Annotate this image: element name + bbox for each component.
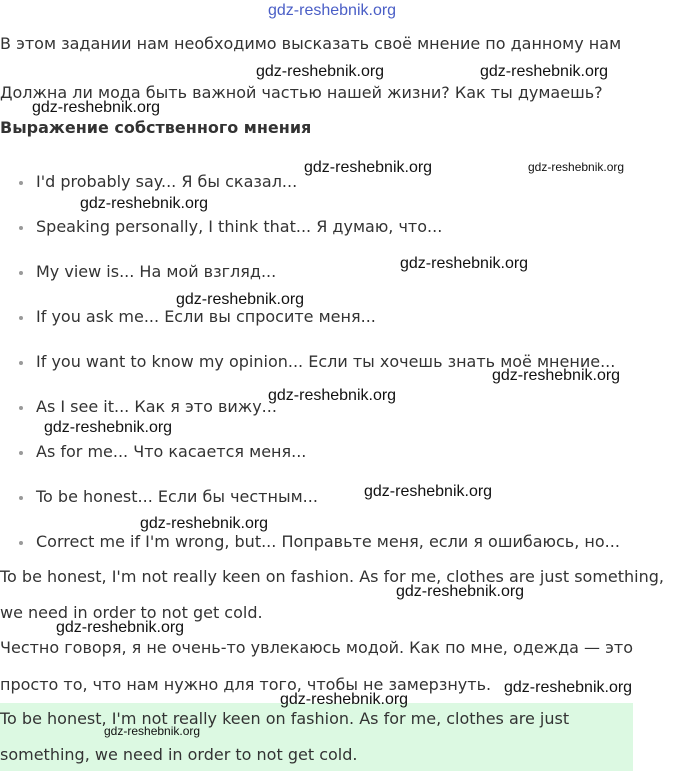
bullet-icon xyxy=(19,406,23,410)
answer-en-line2: we need in order to not get cold. xyxy=(0,603,263,622)
watermark: gdz-reshebnik.org xyxy=(364,483,493,500)
highlighted-line1: To be honest, I'm not really keen on fashion. As for me, clothes are just xyxy=(0,709,570,728)
answer-en-line1: To be honest, I'm not really keen on fashion. As for me, clothes are just something, xyxy=(0,567,664,586)
watermark: gdz-reshebnik.org xyxy=(140,515,269,532)
watermark: gdz-reshebnik.org xyxy=(44,419,173,436)
watermark: gdz-reshebnik.org xyxy=(268,387,397,404)
phrase-text: If you want to know my opinion... Если ты хочешь знать моё мнение... xyxy=(36,352,616,371)
phrase-text: As for me... Что касается меня... xyxy=(36,442,307,461)
intro-question: Должна ли мода быть важной частью нашей жизни? Как ты думаешь? xyxy=(0,83,603,102)
watermark: gdz-reshebnik.org xyxy=(480,63,609,80)
answer-ru-line2: просто то, что нам нужно для того, чтобы не замерзнуть. xyxy=(0,675,492,694)
bullet-icon xyxy=(19,541,23,545)
phrase-text: If you ask me... Если вы спросите меня... xyxy=(36,307,376,326)
phrase-text: Speaking personally, I think that... Я думаю, что... xyxy=(36,217,443,236)
watermark: gdz-reshebnik.org xyxy=(400,255,529,272)
watermark: gdz-reshebnik.org xyxy=(176,291,305,308)
phrase-text: To be honest... Если бы честным... xyxy=(36,487,318,506)
bullet-icon xyxy=(19,451,23,455)
watermark: gdz-reshebnik.org xyxy=(256,63,385,80)
watermark: gdz-reshebnik.org xyxy=(32,99,161,116)
watermark: gdz-reshebnik.org xyxy=(80,195,209,212)
header-watermark: gdz-reshebnik.org xyxy=(268,2,397,19)
bullet-icon xyxy=(19,361,23,365)
watermark: gdz-reshebnik.org xyxy=(304,159,433,176)
watermark: gdz-reshebnik.org xyxy=(396,583,525,600)
watermark: gdz-reshebnik.org xyxy=(492,367,621,384)
phrase-text: As I see it... Как я это вижу... xyxy=(36,397,277,416)
highlighted-line2: something, we need in order to not get cold. xyxy=(0,745,358,764)
watermark: gdz-reshebnik.org xyxy=(504,679,633,696)
bullet-icon xyxy=(19,181,23,185)
bullet-icon xyxy=(19,226,23,230)
watermark: gdz-reshebnik.org xyxy=(104,724,201,738)
watermark: gdz-reshebnik.org xyxy=(528,160,625,174)
phrase-text: My view is... На мой взгляд... xyxy=(36,262,277,281)
watermark: gdz-reshebnik.org xyxy=(56,619,185,636)
bullet-icon xyxy=(19,496,23,500)
answer-ru-line1: Честно говоря, я не очень-то увлекаюсь модой. Как по мне, одежда — это xyxy=(0,638,634,657)
phrase-text: I'd probably say... Я бы сказал... xyxy=(36,172,298,191)
phrase-text: Correct me if I'm wrong, but... Поправьте меня, если я ошибаюсь, но... xyxy=(36,532,620,551)
bullet-icon xyxy=(19,316,23,320)
bullet-icon xyxy=(19,271,23,275)
watermark: gdz-reshebnik.org xyxy=(280,691,409,708)
section-title: Выражение собственного мнения xyxy=(0,118,312,137)
intro-text: В этом задании нам необходимо высказать своё мнение по данному нам xyxy=(0,34,622,53)
